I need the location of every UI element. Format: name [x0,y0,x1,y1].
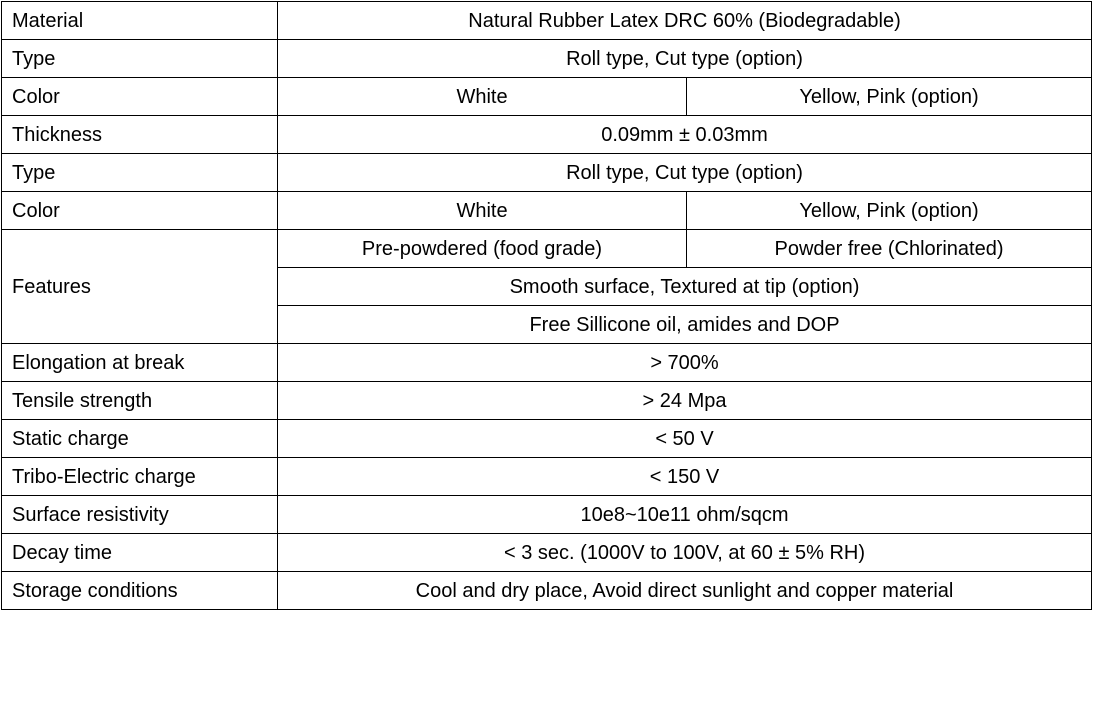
row-value: Natural Rubber Latex DRC 60% (Biodegradable) [278,2,1092,40]
table-row [2,420,1092,458]
row-value: < 3 sec. (1000V to 100V, at 60 ± 5% RH) [278,534,1092,572]
row-label: Thickness [2,116,278,154]
table-row [2,344,1092,382]
table-row [2,40,1092,78]
row-label: Color [2,78,278,116]
row-value: Pre-powdered (food grade) [278,230,687,268]
row-value: < 50 V [278,420,1092,458]
specification-table [1,1,1092,610]
table-row [2,534,1092,572]
row-label: Material [2,2,278,40]
table-row [2,78,1092,116]
row-label: Features [2,230,278,344]
table-row [2,116,1092,154]
row-value: White [278,78,687,116]
row-value: Yellow, Pink (option) [687,192,1092,230]
row-value: > 24 Mpa [278,382,1092,420]
row-label: Color [2,192,278,230]
row-label: Elongation at break [2,344,278,382]
row-value: 10e8~10e11 ohm/sqcm [278,496,1092,534]
row-value: Powder free (Chlorinated) [687,230,1092,268]
row-value: > 700% [278,344,1092,382]
row-value: 0.09mm ± 0.03mm [278,116,1092,154]
table-row [2,458,1092,496]
row-value: < 150 V [278,458,1092,496]
row-value: Cool and dry place, Avoid direct sunlight and copper material [278,572,1092,610]
row-label: Tribo-Electric charge [2,458,278,496]
row-label: Storage conditions [2,572,278,610]
row-label: Surface resistivity [2,496,278,534]
row-value: Roll type, Cut type (option) [278,40,1092,78]
row-label: Decay time [2,534,278,572]
table-row [2,2,1092,40]
table-row [2,154,1092,192]
row-value: White [278,192,687,230]
row-value: Yellow, Pink (option) [687,78,1092,116]
row-value: Smooth surface, Textured at tip (option) [278,268,1092,306]
table-row [2,572,1092,610]
row-label: Type [2,154,278,192]
row-value: Roll type, Cut type (option) [278,154,1092,192]
table-row [2,496,1092,534]
table-row [2,382,1092,420]
row-value: Free Sillicone oil, amides and DOP [278,306,1092,344]
table-row [2,230,1092,268]
table-row [2,192,1092,230]
row-label: Tensile strength [2,382,278,420]
row-label: Type [2,40,278,78]
row-label: Static charge [2,420,278,458]
